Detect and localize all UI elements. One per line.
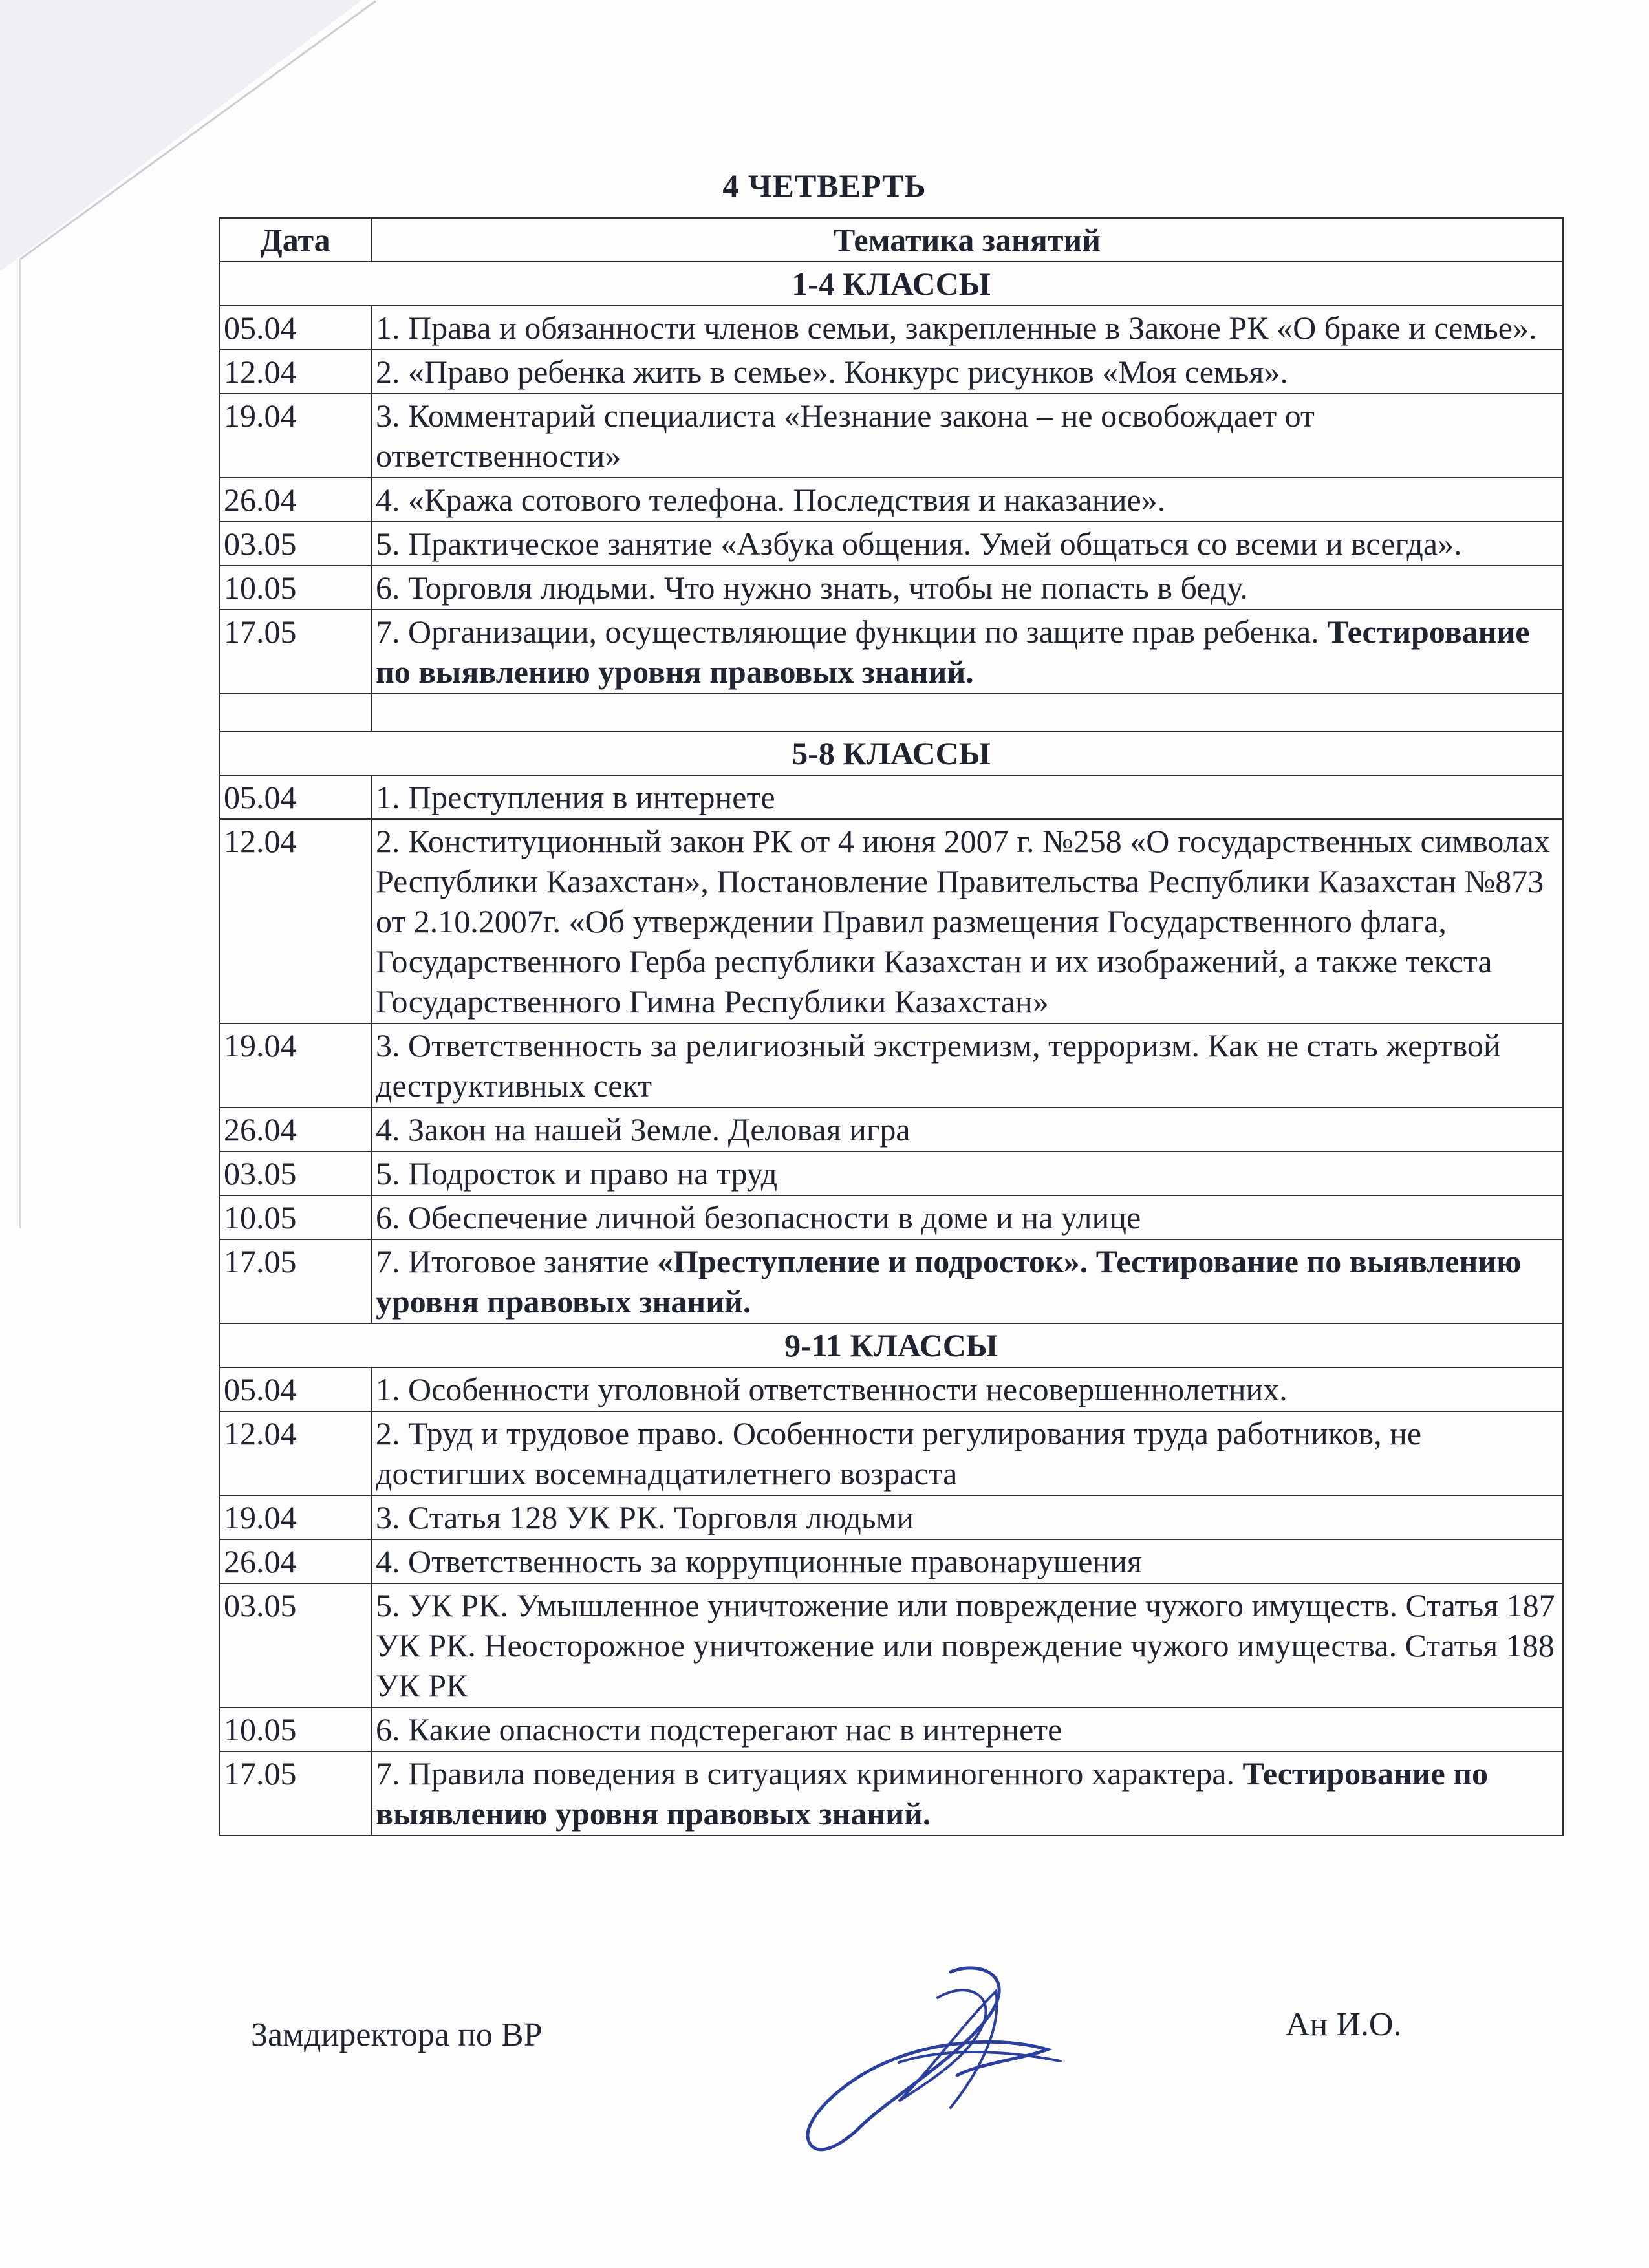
- signer-name: Ан И.О.: [1286, 2006, 1402, 2043]
- lesson-topic: [371, 1023, 1563, 1107]
- signer-role: Замдиректора по ВР: [251, 2017, 543, 2053]
- lesson-date: 10.05: [219, 566, 371, 610]
- lesson-topic-text: 5. Практическое занятие «Азбука общения. Умей общаться со всеми и всегда».: [376, 526, 1462, 562]
- lesson-date: 17.05: [219, 1239, 371, 1323]
- table-row: [219, 1195, 1563, 1239]
- lesson-topic-text: 6. Обеспечение личной безопасности в доме и на улице: [376, 1199, 1141, 1236]
- lesson-topic-text: 3. Ответственность за религиозный экстремизм, терроризм. Как не стать жертвой деструктивных сект: [376, 1027, 1501, 1104]
- page-edge: [19, 259, 21, 1228]
- section-heading-row: [219, 731, 1563, 775]
- lesson-topic: [371, 1707, 1563, 1751]
- table-row: [219, 306, 1563, 350]
- table-row: [219, 610, 1563, 694]
- section-heading: 9-11 КЛАССЫ: [219, 1323, 1563, 1367]
- section-heading: 1-4 КЛАССЫ: [219, 262, 1563, 306]
- date-column-header: Дата: [219, 218, 371, 262]
- lesson-topic-text: 4. Закон на нашей Земле. Деловая игра: [376, 1111, 911, 1148]
- table-row: [219, 1539, 1563, 1583]
- lesson-date: 26.04: [219, 1539, 371, 1583]
- lesson-topic: [371, 1151, 1563, 1195]
- lesson-topic: [371, 522, 1563, 566]
- lesson-topic: [371, 1195, 1563, 1239]
- lesson-topic: [371, 306, 1563, 350]
- lesson-topic-text: 1. Преступления в интернете: [376, 779, 775, 815]
- lesson-topic-text: 5. УК РК. Умышленное уничтожение или повреждение чужого имуществ. Статья 187 УК РК. Неосторожное уничтожение или повреждение чужого имущества. Статья 188 УК РК: [376, 1587, 1555, 1704]
- lesson-date: 10.05: [219, 1195, 371, 1239]
- lesson-topic: [371, 1107, 1563, 1151]
- topic-column-header: Тематика занятий: [371, 218, 1563, 262]
- table-row: [219, 394, 1563, 478]
- lesson-date: 26.04: [219, 478, 371, 522]
- lesson-topic-text: 3. Статья 128 УК РК. Торговля людьми: [376, 1499, 914, 1535]
- table-row: [219, 478, 1563, 522]
- lesson-date: 05.04: [219, 306, 371, 350]
- lesson-topic: [371, 1367, 1563, 1411]
- lesson-topic-text: 7. Итоговое занятие: [376, 1243, 649, 1279]
- lesson-topic-text: 1. Особенности уголовной ответственности несовершеннолетних.: [376, 1371, 1288, 1407]
- lesson-topic-text: 7. Организации, осуществляющие функции по защите прав ребенка.: [376, 614, 1319, 650]
- lesson-topic: [371, 775, 1563, 819]
- lesson-date: 03.05: [219, 1583, 371, 1707]
- table-row: [219, 1023, 1563, 1107]
- page-title: 4 ЧЕТВЕРТЬ: [722, 167, 927, 204]
- lesson-topic-text: 3. Комментарий специалиста «Незнание закона – не освобождает от ответственности»: [376, 398, 1315, 474]
- lesson-date: 19.04: [219, 394, 371, 478]
- table-row: [219, 1107, 1563, 1151]
- lesson-topic-text: 4. «Кража сотового телефона. Последствия и наказание».: [376, 482, 1166, 518]
- lesson-topic-text: 2. «Право ребенка жить в семье». Конкурс рисунков «Моя семья».: [376, 354, 1288, 390]
- lesson-topic: [371, 1239, 1563, 1323]
- lesson-topic-text: 6. Какие опасности подстерегают нас в интернете: [376, 1711, 1062, 1748]
- section-heading: 5-8 КЛАССЫ: [219, 731, 1563, 775]
- section-heading-row: [219, 262, 1563, 306]
- lesson-topic: [371, 1495, 1563, 1539]
- table-row: [219, 1367, 1563, 1411]
- lesson-topic: [371, 610, 1563, 694]
- lesson-topic: [371, 1411, 1563, 1495]
- lesson-date: 19.04: [219, 1023, 371, 1107]
- lesson-date: 03.05: [219, 522, 371, 566]
- table-row: [219, 1495, 1563, 1539]
- lesson-date: 17.05: [219, 1751, 371, 1835]
- lesson-date: 19.04: [219, 1495, 371, 1539]
- lesson-date: 10.05: [219, 1707, 371, 1751]
- lesson-date: 12.04: [219, 1411, 371, 1495]
- lesson-topic: [371, 1539, 1563, 1583]
- lesson-topic-text: 2. Конституционный закон РК от 4 июня 2007 г. №258 «О государственных символах Республики Казахстан», Постановление Правительства Республики Казахстан №873 от 2.10.2007г. «Об утверждении Правил размещения Государственного флага, Государственного Герба республики Казахстан и их изображений, а также текста Государственного Гимна Республики Казахстан»: [376, 823, 1550, 1020]
- schedule-table: [219, 217, 1564, 1836]
- table-header-row: [219, 218, 1563, 262]
- empty-row: [219, 694, 1563, 731]
- table-row: [219, 1751, 1563, 1835]
- table-row: [219, 775, 1563, 819]
- lesson-date: 12.04: [219, 819, 371, 1023]
- lesson-topic: [371, 350, 1563, 394]
- lesson-topic: [371, 478, 1563, 522]
- table-row: [219, 522, 1563, 566]
- table-row: [219, 350, 1563, 394]
- table-row: [219, 566, 1563, 610]
- lesson-topic-emphasis: Тестирование по выявлению уровня правовых знаний.: [376, 1755, 1488, 1832]
- lesson-date: 03.05: [219, 1151, 371, 1195]
- lesson-topic: [371, 1583, 1563, 1707]
- lesson-topic-text: 5. Подросток и право на труд: [376, 1155, 778, 1192]
- lesson-topic-emphasis: Тестирование по выявлению уровня правовых знаний.: [376, 614, 1530, 690]
- lesson-topic: [371, 819, 1563, 1023]
- table-row: [219, 1707, 1563, 1751]
- lesson-topic-text: 2. Труд и трудовое право. Особенности регулирования труда работников, не достигших восемнадцатилетнего возраста: [376, 1415, 1422, 1492]
- table-row: [219, 819, 1563, 1023]
- table-row: [219, 1239, 1563, 1323]
- lesson-date: 17.05: [219, 610, 371, 694]
- lesson-topic-emphasis: «Преступление и подросток». Тестирование по выявлению уровня правовых знаний.: [376, 1243, 1522, 1320]
- lesson-topic-text: 6. Торговля людьми. Что нужно знать, чтобы не попасть в беду.: [376, 570, 1248, 606]
- lesson-topic: [371, 394, 1563, 478]
- lesson-topic: [371, 1751, 1563, 1835]
- table-row: [219, 1151, 1563, 1195]
- table-row: [219, 1583, 1563, 1707]
- signature: [789, 1952, 1073, 2166]
- empty-cell: [371, 694, 1563, 731]
- lesson-date: 12.04: [219, 350, 371, 394]
- lesson-date: 05.04: [219, 775, 371, 819]
- lesson-date: 05.04: [219, 1367, 371, 1411]
- section-heading-row: [219, 1323, 1563, 1367]
- lesson-date: 26.04: [219, 1107, 371, 1151]
- lesson-topic-text: 1. Права и обязанности членов семьи, закрепленные в Законе РК «О браке и семье».: [376, 310, 1537, 346]
- lesson-topic-text: 4. Ответственность за коррупционные правонарушения: [376, 1543, 1142, 1579]
- lesson-topic-text: 7. Правила поведения в ситуациях криминогенного характера.: [376, 1755, 1234, 1792]
- schedule-body: [219, 262, 1563, 1835]
- table-row: [219, 1411, 1563, 1495]
- lesson-topic: [371, 566, 1563, 610]
- empty-cell: [219, 694, 371, 731]
